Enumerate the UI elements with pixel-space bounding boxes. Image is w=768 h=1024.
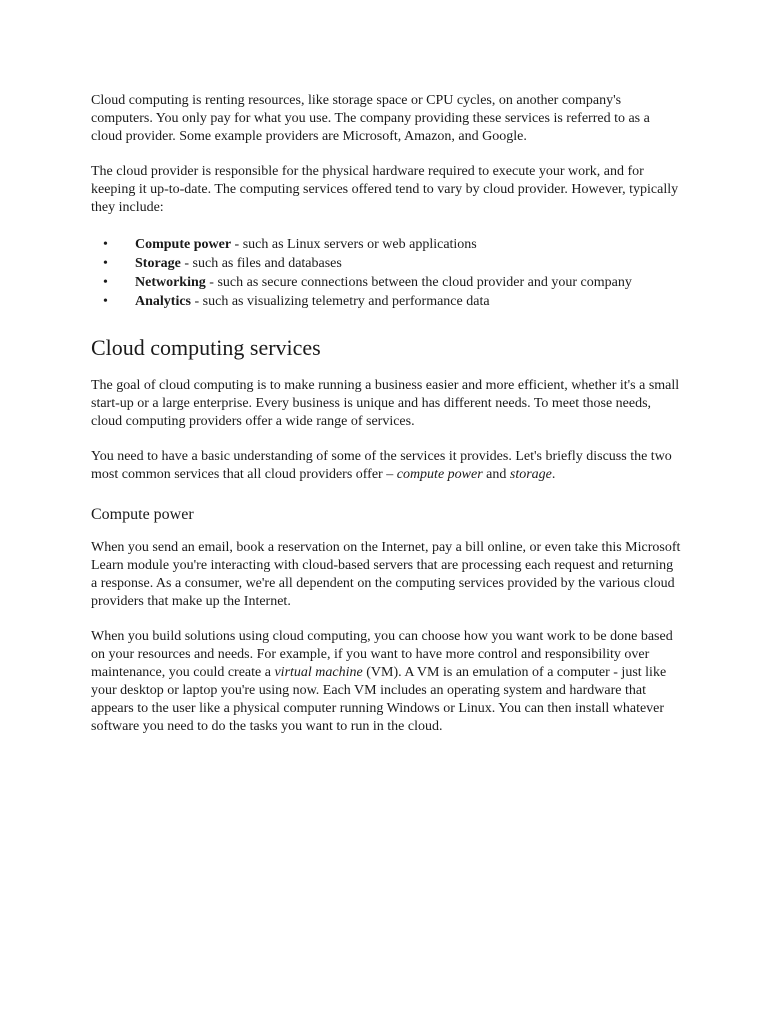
services-bullet-list [91, 235, 681, 311]
emphasis-storage: storage [509, 467, 552, 482]
intro-paragraph-1: Cloud computing is renting resources, like storage space or CPU cycles, on another company's computers. You only pay for what you use. The company providing these services is referred to as a cloud provider. Some example providers are Microsoft, Amazon, and Google. [91, 93, 650, 144]
list-item-description: - such as visualizing telemetry and performance data [191, 294, 490, 309]
list-item-description: - such as files and databases [180, 256, 342, 271]
services-paragraph-1: The goal of cloud computing is to make running a business easier and more efficient, whether it's a small start-up or a large enterprise. Every business is unique and has different needs. To meet those needs, cloud computing providers offer a wide range of services. [91, 378, 680, 429]
bullet-icon: • [103, 256, 108, 271]
bullet-icon: • [103, 275, 108, 290]
list-item-term: Compute power [135, 237, 232, 252]
intro-paragraph-2: The cloud provider is responsible for the physical hardware required to execute your work, and for keeping it up-to-date. The computing services offered tend to vary by cloud provider. However, typically they include: [91, 164, 679, 215]
document-page [91, 92, 681, 736]
list-item-description: - such as secure connections between the cloud provider and your company [205, 275, 632, 290]
list-item [91, 292, 681, 311]
section-heading-cloud-computing-services: Cloud computing services [91, 335, 321, 360]
bullet-icon: • [103, 237, 108, 252]
list-item [91, 235, 681, 254]
compute-paragraph-2-end: (VM). A VM is an emulation of a computer - just like your desktop or laptop you're using now. Each VM includes an operating system and hardware that appears to the user like a physical computer running Windows or Linux. You can then install whatever software you need to do the tasks you want to run in the cloud. [91, 665, 667, 734]
services-paragraph-2 [91, 448, 681, 484]
emphasis-compute-power: compute power [396, 467, 483, 482]
subsection-heading-compute-power: Compute power [91, 506, 194, 523]
list-item-description: - such as Linux servers or web applications [231, 237, 477, 252]
services-paragraph-2-and: and [482, 467, 510, 482]
services-paragraph-2-end: . [551, 467, 556, 482]
emphasis-virtual-machine: virtual machine [274, 665, 363, 680]
services-paragraph-2-text: You need to have a basic understanding of some of the services it provides. Let's briefly discuss the two most common services that all cloud providers offer – [91, 449, 672, 482]
list-item-term: Analytics [135, 294, 191, 309]
compute-paragraph-1: When you send an email, book a reservation on the Internet, pay a bill online, or even take this Microsoft Learn module you're interacting with cloud-based servers that are processing each request and returning a response. As a consumer, we're all dependent on the computing services provided by the various cloud providers that make up the Internet. [91, 540, 681, 609]
bullet-icon: • [103, 294, 108, 309]
compute-paragraph-2 [91, 628, 681, 736]
list-item [91, 273, 681, 292]
list-item-term: Storage [135, 256, 181, 271]
list-item-term: Networking [135, 275, 206, 290]
compute-paragraph-2-text: When you build solutions using cloud computing, you can choose how you want work to be done based on your resources and needs. For example, if you want to have more control and responsibility over maintenance, you could create a [91, 629, 673, 680]
list-item [91, 254, 681, 273]
